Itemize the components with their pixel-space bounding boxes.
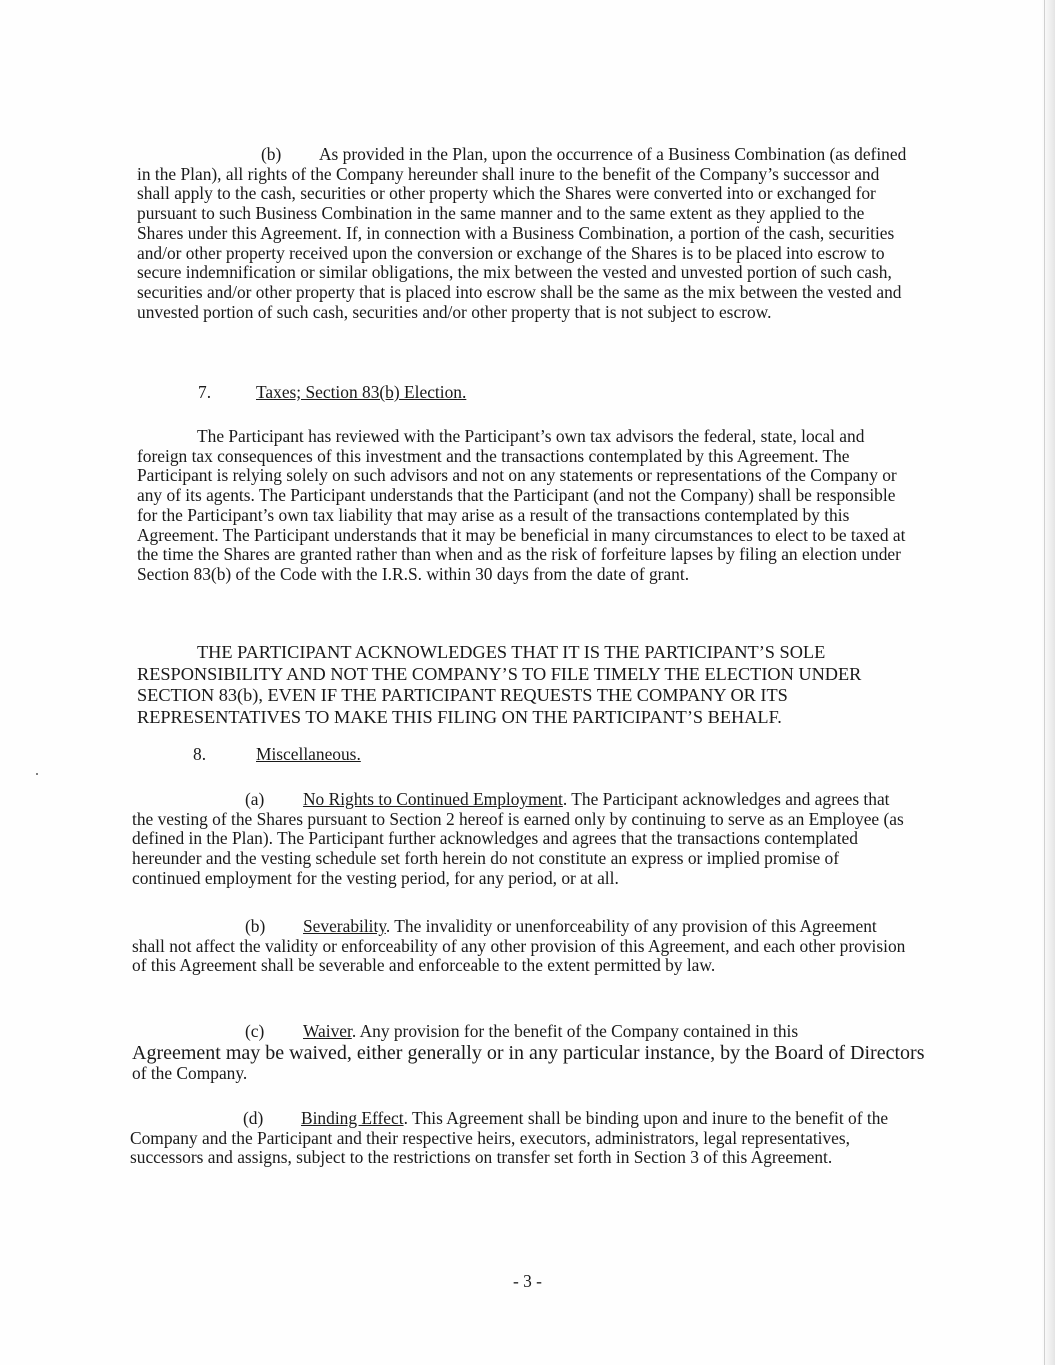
section-8c-paragraph bbox=[132, 1021, 925, 1083]
section-8b-marker: (b) bbox=[245, 916, 266, 936]
section-8-number: 8. bbox=[193, 744, 207, 764]
section-8c-text-1: . Any provision for the benefit of the Company contained in this bbox=[351, 1021, 799, 1041]
section-8-title: Miscellaneous. bbox=[256, 744, 361, 764]
section-8a-marker: (a) bbox=[245, 789, 265, 809]
section-8c-marker: (c) bbox=[245, 1021, 265, 1041]
margin-speck bbox=[36, 773, 38, 775]
section-8a-paragraph bbox=[132, 790, 907, 889]
section-7-body: The Participant has reviewed with the Participant’s own tax advisors the federal, state, local and foreign tax consequences of this investment and the transactions contemplated by this Agreement. The Participant is relying solely on such advisors and not on any statements or representations of the Company or any of its agents. The Participant understands that the Participant (and not the Company) shall be responsible for the Participant’s own tax liability that may arise as a result of the transactions contemplated by this Agreement. The Participant understands that it may be beneficial in many circumstances to elect to be taxed at the time the Shares are granted rather than when and as the risk of forfeiture lapses by filing an election under Section 83(b) of the Code with the I.R.S. within 30 days from the date of grant. bbox=[137, 426, 906, 584]
section-8c-line-3: of the Company. bbox=[132, 1062, 248, 1083]
section-8b-heading: Severability bbox=[303, 916, 386, 936]
section-8d-heading: Binding Effect bbox=[301, 1108, 404, 1128]
section-8c-line-1 bbox=[132, 1022, 907, 1042]
section-8d-text: . This Agreement shall be binding upon and inure to the benefit of the Company and the Participant and their respective heirs, executors, administrators, legal representatives, successors and assigns, subject to the restrictions on transfer set forth in Section 3 of this Agreement. bbox=[130, 1108, 889, 1168]
section-7-number: 7. bbox=[198, 382, 212, 402]
scan-edge-line bbox=[1044, 0, 1045, 1365]
section-7-title: Taxes; Section 83(b) Election. bbox=[256, 382, 467, 402]
section-6b-marker: (b) bbox=[261, 144, 282, 164]
section-7-acknowledgment: THE PARTICIPANT ACKNOWLEDGES THAT IT IS THE PARTICIPANT’S SOLE RESPONSIBILITY AND NOT THE COMPANY’S TO FILE TIMELY THE ELECTION UNDER SECTION 83(b), EVEN IF THE PARTICIPANT REQUESTS THE COMPANY OR ITS REPRESENTATIVES TO MAKE THIS FILING ON THE PARTICIPANT’S BEHALF. bbox=[137, 642, 862, 727]
section-8a-text: . The Participant acknowledges and agrees that the vesting of the Shares pursuant to Section 2 hereof is earned only by continuing to serve as an Employee (as defined in the Plan). The Participant further acknowledges and agrees that the transactions contemplated hereunder and the vesting schedule set forth herein do not constitute an express or implied promise of continued employment for the vesting period, for any period, or at all. bbox=[132, 789, 904, 888]
section-8c-heading: Waiver bbox=[303, 1021, 352, 1041]
section-8d-paragraph bbox=[130, 1109, 907, 1168]
page-number: - 3 - bbox=[513, 1271, 542, 1291]
section-6b-paragraph bbox=[137, 145, 907, 322]
section-8c-line-2: Agreement may be waived, either generally or in any particular instance, by the Board of Directors bbox=[132, 1041, 925, 1064]
section-6b-text: As provided in the Plan, upon the occurrence of a Business Combination (as defined in the Plan), all rights of the Company hereunder shall inure to the benefit of the Company’s successor and shall apply to the cash, securities or other property which the Shares were converted into or exchanged for pursuant to such Business Combination in the same manner and to the same extent as they applied to the Shares under this Agreement. If, in connection with a Business Combination, a portion of the cash, securities and/or other property received upon the conversion or exchange of the Shares is to be placed into escrow to secure indemnification or similar obligations, the mix between the vested and unvested portion of such cash, securities and/or other property that is placed into escrow shall be the same as the mix between the vested and unvested portion of such cash, securities and/or other property that is not subject to escrow. bbox=[137, 144, 907, 322]
section-8b-paragraph bbox=[132, 917, 907, 976]
section-8a-heading: No Rights to Continued Employment bbox=[303, 789, 563, 809]
section-8b-text: . The invalidity or unenforceability of any provision of this Agreement shall not affect the validity or enforceability of any other provision of this Agreement, and each other provision of this Agreement shall be severable and enforceable to the extent permitted by law. bbox=[132, 916, 906, 976]
section-8d-marker: (d) bbox=[243, 1108, 264, 1128]
